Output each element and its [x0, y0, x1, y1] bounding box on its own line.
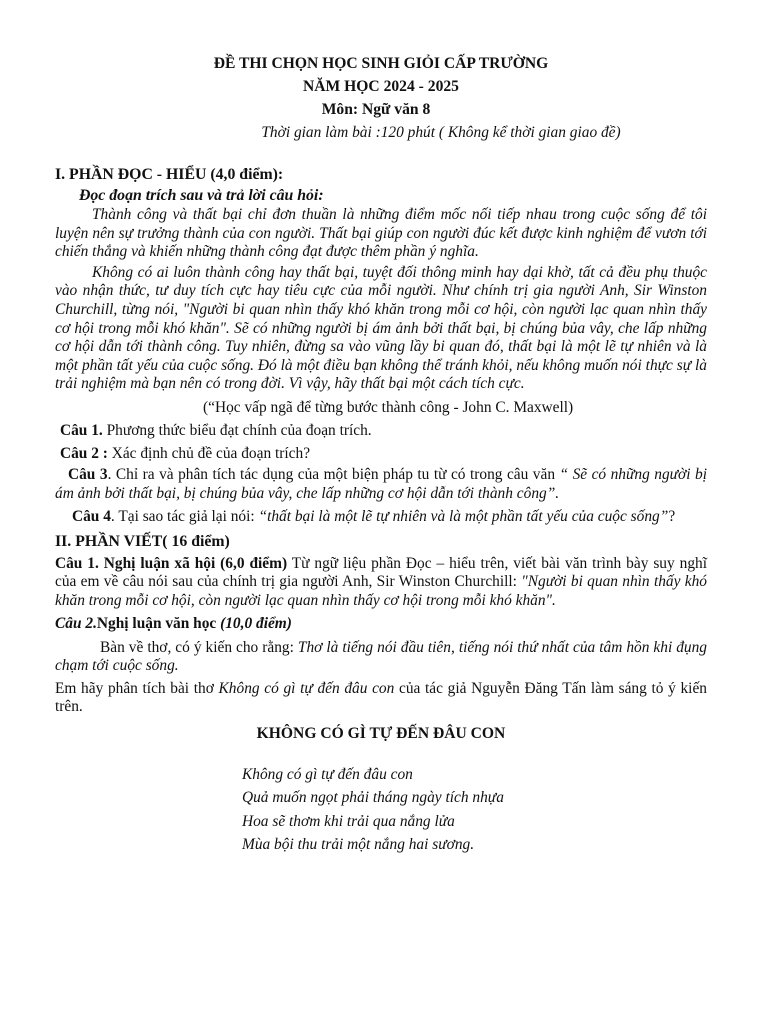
exam-page: [55, 52, 707, 857]
poem-body: [55, 763, 707, 857]
poem-title: KHÔNG CÓ GÌ TỰ ĐẾN ĐÂU CON: [256, 724, 506, 742]
writing-question-1-label: Câu 1. Nghị luận xã hội (6,0 điểm): [55, 554, 288, 572]
writing-question-2-poem-ref: Không có gì tự đến đâu con: [218, 679, 395, 697]
question-1-text: Phương thức biểu đạt chính của đoạn trích.: [102, 421, 372, 439]
passage-paragraph-2: Không có ai luôn thành công hay thất bại, tuyệt đối thông minh hay dại khờ, tất cả đều phụ thuộc vào nhận thức, tư duy tích cực hay tiêu cực của mỗi người. Như chính trị gia người Anh, Sir Winston Churchill, từng nói, "Người bi quan nhìn thấy khó khăn trong mỗi cơ hội, còn người lạc quan nhìn thấy cơ hội trong mỗi khó khăn". Sẽ có những người bị ám ảnh bởi thất bại, bị chúng bủa vây, che lấp những cơ hội dẫn tới thành công. Tuy nhiên, đừng sa vào vũng lầy bi quan đó, thất bại là một lẽ tự nhiên và là một phần tất yếu của cuộc sống. Đó là một điều bạn không thể tránh khỏi, nếu không muốn nói thực sự là trải nghiệm mà bạn nên có trong đời. Vì vậy, hãy thất bại một cách tích cực.: [55, 263, 707, 393]
passage-paragraph-1: Thành công và thất bại chỉ đơn thuần là những điểm mốc nối tiếp nhau trong cuộc sống để tôi luyện nên sự trưởng thành của con người. Thất bại giúp con người đúc kết được kinh nghiệm để vươn tới chiến thắng và khiến những thành công đạt được thêm phần ý nghĩa.: [55, 206, 707, 261]
writing-question-2-task-a: Em hãy phân tích bài thơ: [55, 679, 219, 697]
writing-question-2-task: [55, 680, 707, 717]
question-1-label: Câu 1.: [60, 421, 103, 439]
writing-question-2-task-b: của tác giả Nguyễn Đăng Tấn làm sáng tỏ ý kiến trên.: [55, 679, 707, 716]
poem-line: Hoa sẽ thơm khi trải qua nắng lửa: [242, 812, 455, 830]
question-2: [55, 442, 707, 465]
question-4-text: . Tại sao tác giả lại nói:: [110, 508, 259, 526]
writing-question-1-quote: "Người bi quan nhìn thấy khó khăn trong mỗi cơ hội, còn người lạc quan nhìn thấy cơ hội trong mỗi khó khăn".: [55, 573, 707, 609]
school-year: NĂM HỌC 2024 - 2025: [303, 78, 459, 95]
question-3: [55, 466, 707, 503]
question-3-quote: “ Sẽ có những người bị ám ảnh bởi thất bại, bị chúng bủa vây, che lấp những cơ hội dẫn tới thành công”.: [55, 465, 708, 502]
exam-title: ĐỀ THI CHỌN HỌC SINH GIỎI CẤP TRƯỜNG: [213, 55, 549, 72]
question-3-label: Câu 3: [68, 465, 108, 483]
passage-source: (“Học vấp ngã để từng bước thành công - John C. Maxwell): [203, 398, 574, 416]
question-4: [55, 508, 707, 527]
subject: Môn: Ngữ văn 8: [321, 101, 431, 118]
part2-title: II. PHẦN VIẾT( 16 điểm): [55, 532, 230, 550]
poem-line: Mùa bội thu trải một nắng hai sương.: [242, 836, 475, 854]
question-4-end: ?: [668, 508, 676, 526]
writing-question-2-points: (10,0 điểm): [216, 614, 292, 632]
writing-question-2-heading: [55, 611, 707, 637]
writing-question-1: [55, 555, 707, 611]
poem-line: Không có gì tự đến đâu con: [242, 765, 413, 783]
writing-question-2-intro-text: Bàn về thơ, có ý kiến cho rằng:: [100, 638, 298, 656]
poem-line: Quả muốn ngọt phải tháng ngày tích nhựa: [242, 789, 504, 807]
question-4-quote: “thất bại là một lẽ tự nhiên và là một phần tất yếu của cuộc sống”: [258, 508, 669, 526]
writing-question-1-text: Từ ngữ liệu phần Đọc – hiểu trên, viết bài văn trình bày suy nghĩ của em về câu nói sau của chính trị gia người Anh, Sir Winston Churchill:: [55, 554, 707, 591]
writing-question-2-type: Nghị luận văn học: [96, 614, 217, 632]
question-2-text: Xác định chủ đề của đoạn trích?: [107, 444, 311, 462]
question-1: [55, 419, 707, 442]
question-3-text: . Chỉ ra và phân tích tác dụng của một biện pháp tu từ có trong câu văn: [107, 465, 560, 483]
question-4-label: Câu 4: [72, 508, 111, 526]
writing-question-2-intro: [55, 639, 707, 676]
part1-title: I. PHẦN ĐỌC - HIỂU (4,0 điểm):: [55, 166, 284, 183]
writing-question-2-intro-quote: Thơ là tiếng nói đầu tiên, tiếng nói thứ nhất của tâm hồn khi đụng chạm tới cuộc sống.: [55, 638, 708, 675]
time-allowed: Thời gian làm bài :120 phút ( Không kể thời gian giao đề): [261, 124, 621, 141]
question-2-label: Câu 2 :: [60, 444, 108, 462]
writing-question-2-label: Câu 2.: [55, 614, 97, 632]
part1-instruction: Đọc đoạn trích sau và trả lời câu hỏi:: [79, 187, 324, 204]
